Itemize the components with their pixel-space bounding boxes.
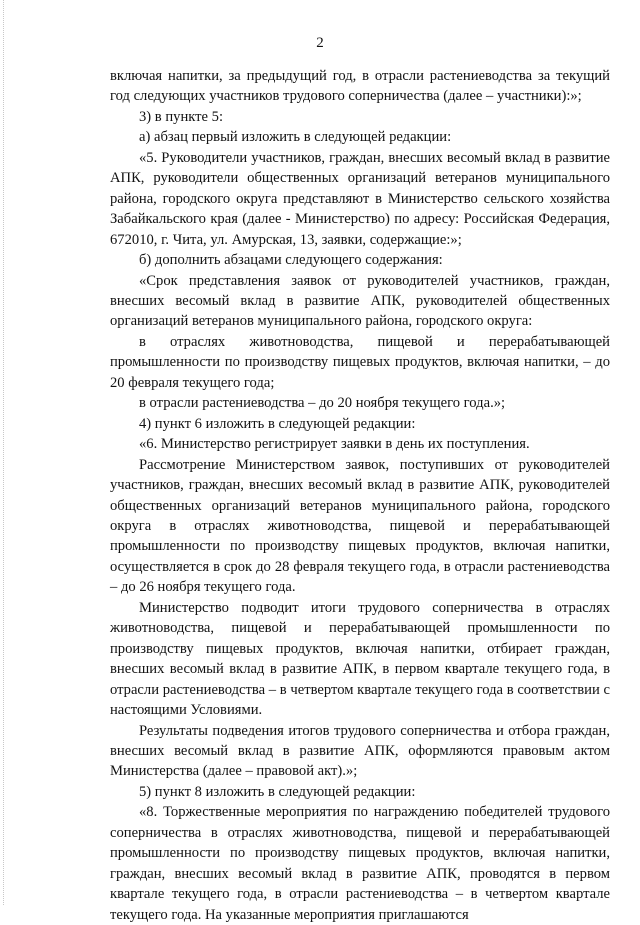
paragraph-deadline-livestock: в отраслях животноводства, пищевой и перерабатывающей промышленности по производству пищевых продуктов, включая напитки, – до 20 февраля текущего года;	[110, 333, 610, 391]
paragraph-point-6: «6. Министерство регистрирует заявки в день их поступления.	[139, 436, 530, 453]
paragraph-item-5: 5) пункт 8 изложить в следующей редакции:	[139, 783, 416, 800]
paragraph-item-3: 3) в пункте 5:	[139, 108, 224, 125]
paragraph-deadline-crops: в отрасли растениеводства – до 20 ноября текущего года.»;	[139, 395, 506, 412]
paragraph-legal-act: Результаты подведения итогов трудового соперничества и отбора граждан, внесших весомый вклад в развитие АПК, оформляются правовым актом Министерства (далее – правовой акт).»;	[110, 722, 610, 780]
paragraph-subitem-a: а) абзац первый изложить в следующей редакции:	[139, 129, 452, 146]
paragraph-review: Рассмотрение Министерством заявок, поступивших от руководителей участников, граждан, внесших весомый вклад в развитие АПК, руководителей общественных организаций ветеранов муниципального района, городского округа в отраслях животноводства, пищевой и перерабатывающей промышленности по производству пищевых продуктов, включая напитки, осуществляется в срок до 28 февраля текущего года, в отрасли растениеводства – до 26 ноября текущего года.	[110, 456, 610, 596]
paragraph-deadline-intro: «Срок представления заявок от руководителей участников, граждан, внесших весомый вклад в развитие АПК, руководителей общественных организаций ветеранов муниципального района, городского округа:	[110, 272, 610, 330]
document-body	[110, 66, 610, 925]
paragraph-point-8: «8. Торжественные мероприятия по награждению победителей трудового соперничества в отраслях животноводства, пищевой и перерабатывающей промышленности по производству пищевых продуктов, включая напитки, граждан, внесших весомый вклад в развитие АПК, проводятся в первом квартале текущего года, в отрасли растениеводства – в четвертом квартале текущего года. На указанные мероприятия приглашаются	[110, 804, 610, 923]
page-number: 2	[316, 35, 324, 51]
paragraph-point-5: «5. Руководители участников, граждан, внесших весомый вклад в развитие АПК, руководители общественных организаций ветеранов муниципального района, городского округа представляют в Министерство сельского хозяйства Забайкальского края (далее - Министерство) по адресу: Российская Федерация, 672010, г. Чита, ул. Амурская, 13, заявки, содержащие:»;	[110, 149, 610, 248]
paragraph-item-4: 4) пункт 6 изложить в следующей редакции:	[139, 415, 416, 432]
paragraph-continuation: включая напитки, за предыдущий год, в отрасли растениеводства за текущий год следующих участников трудового соперничества (далее – участники):»;	[110, 68, 610, 105]
paragraph-subitem-b: б) дополнить абзацами следующего содержания:	[139, 252, 443, 269]
paragraph-results-summary: Министерство подводит итоги трудового соперничества в отраслях животноводства, пищевой и перерабатывающей промышленности по производству пищевых продуктов, включая напитки, отбирает граждан, внесших весомый вклад в развитие АПК, в первом квартале текущего года, в отрасли растениеводства – в четвертом квартале текущего года в соответствии с настоящими Условиями.	[110, 599, 610, 719]
scan-edge-line	[3, 0, 4, 905]
